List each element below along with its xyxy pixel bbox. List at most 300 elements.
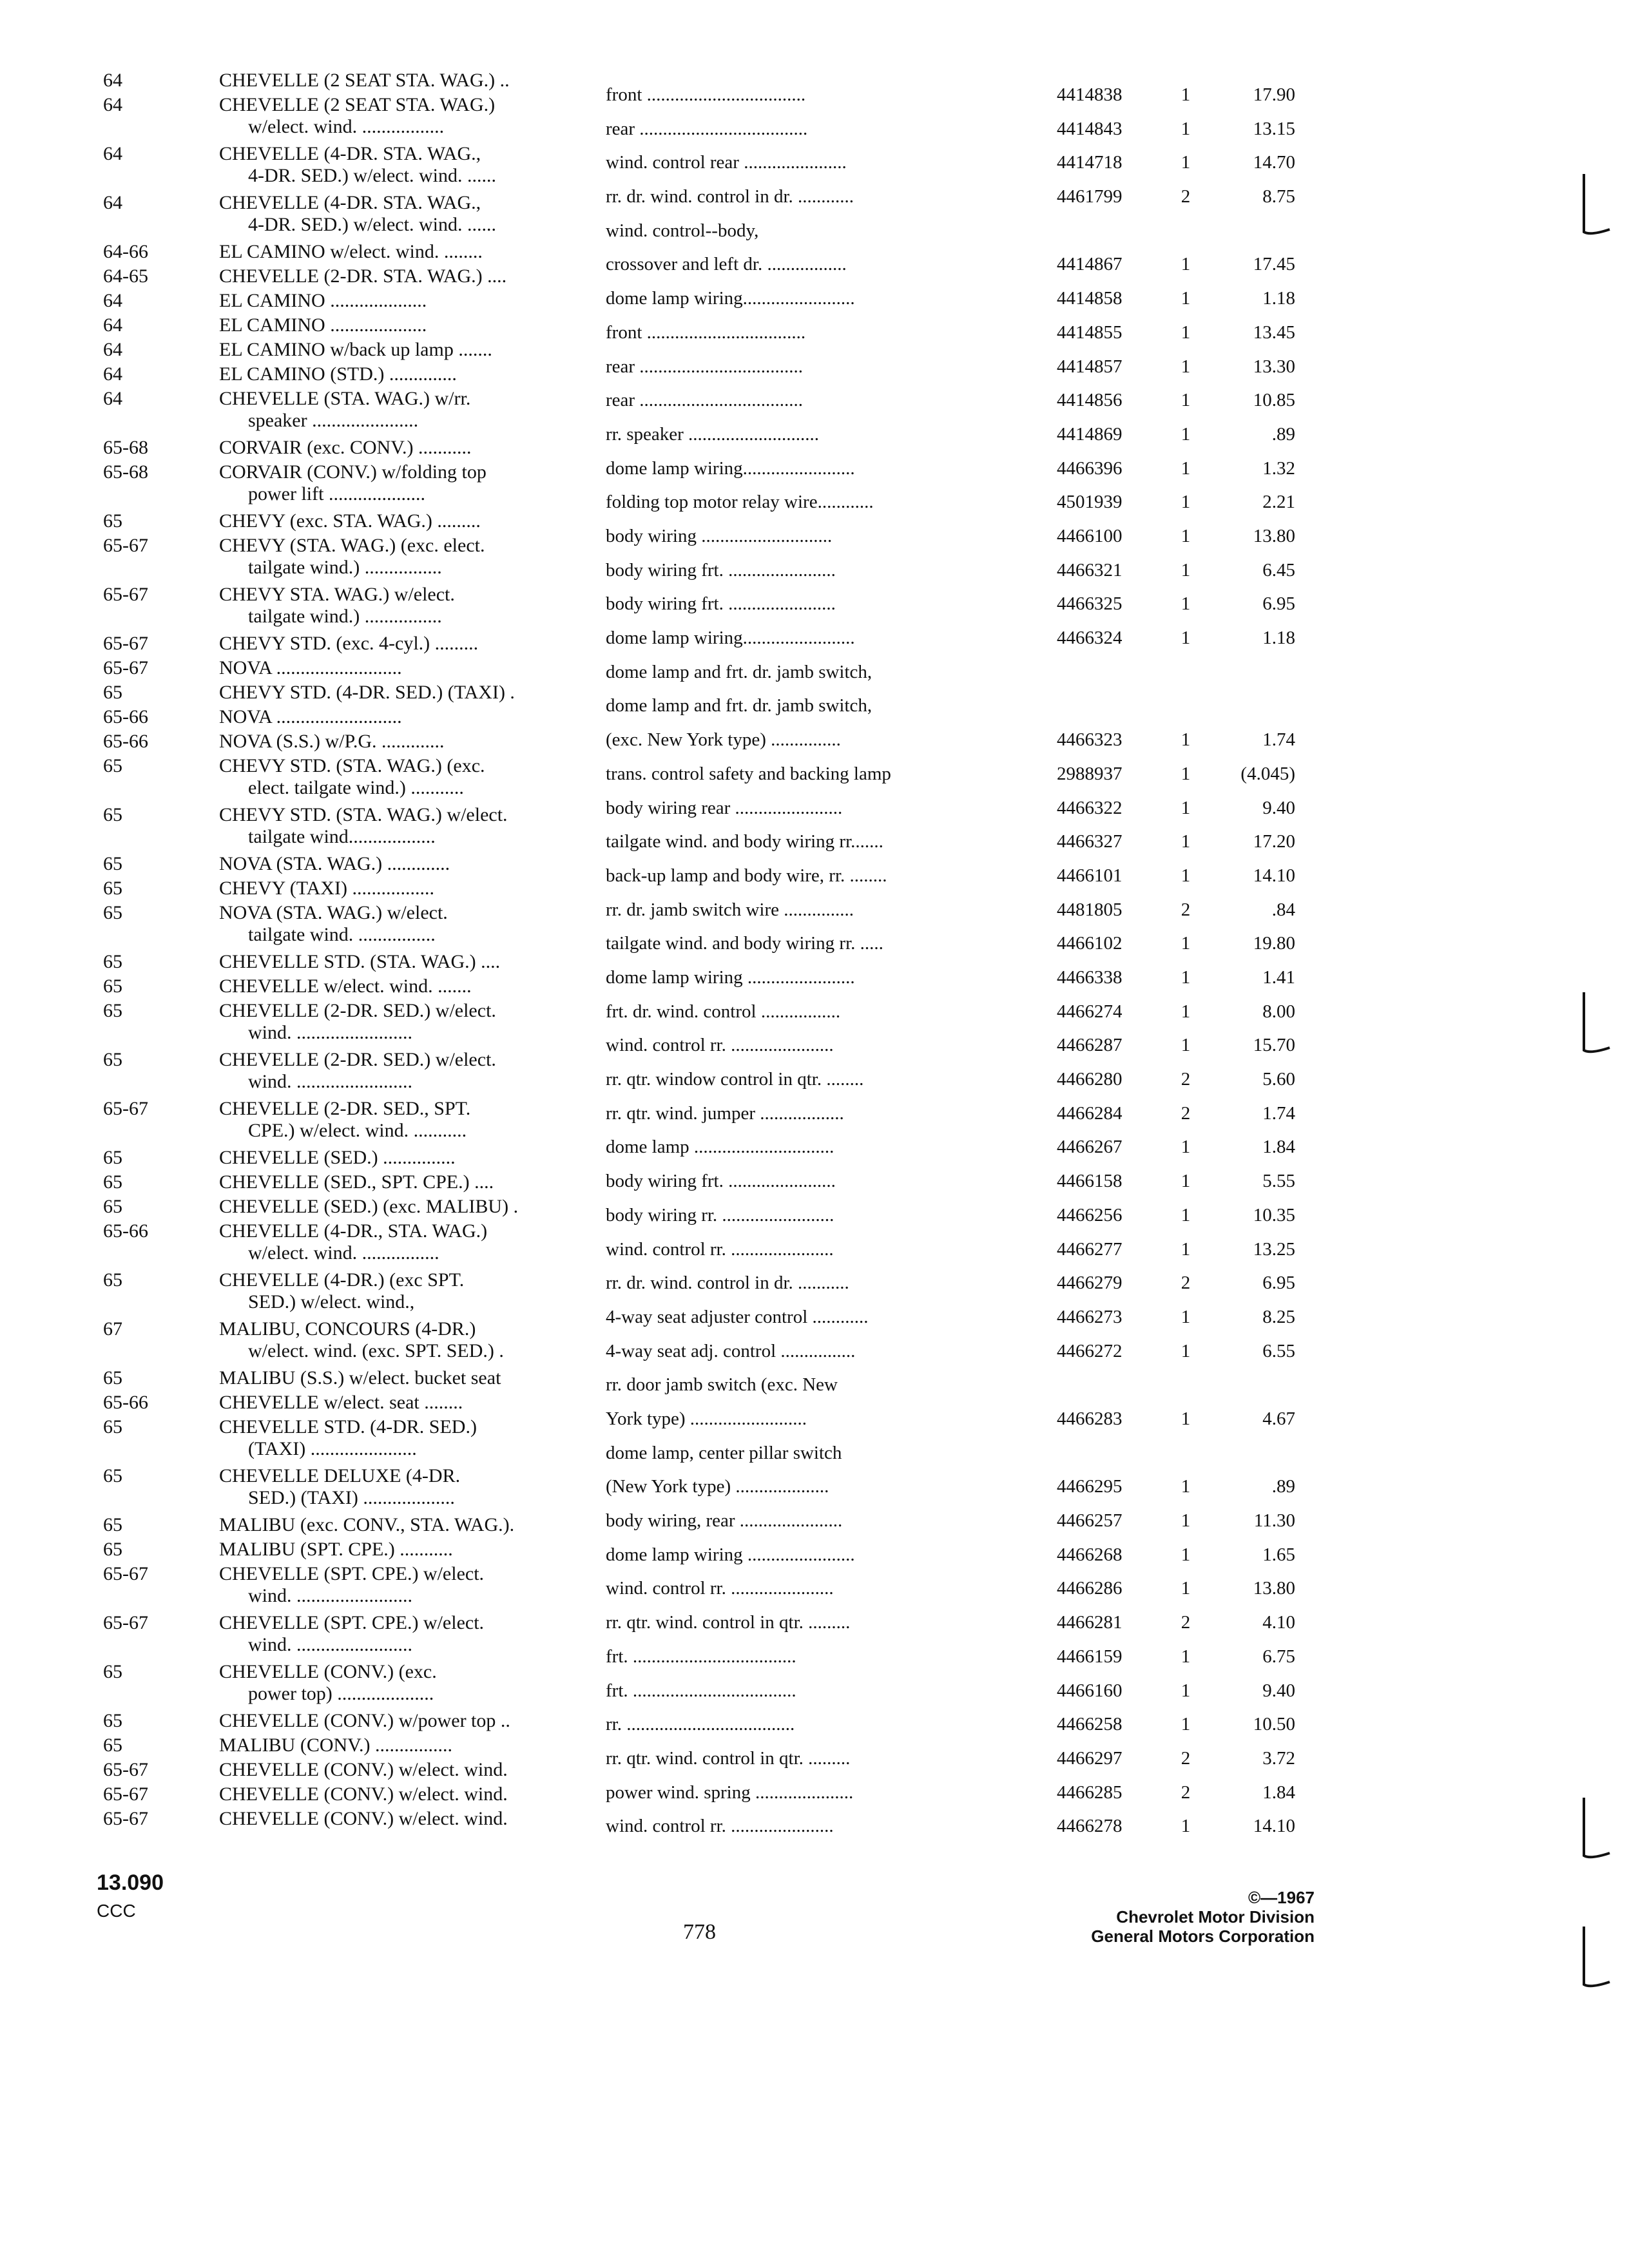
part-description: dome lamp, center pillar switch [606,1443,842,1463]
part-description: rr. dr. wind. control in dr. ........... [606,1273,849,1293]
vehicle-model-continuation: power top) .................... [248,1683,434,1704]
vehicle-model-line: CORVAIR (CONV.) w/folding top [219,461,487,483]
model-year: 64 [103,388,122,409]
part-price: 6.45 [1262,560,1295,581]
binding-mark-icon [1565,992,1616,1063]
vehicle-model-line: EL CAMINO w/back up lamp ....... [219,339,492,360]
part-quantity: 1 [1181,729,1191,750]
section-number: 13.090 [97,1870,164,1895]
vehicle-model-line: CHEVY STD. (exc. 4-cyl.) ......... [219,633,479,654]
part-description: rr. qtr. wind. jumper .................. [606,1103,844,1124]
part-description: rr. qtr. window control in qtr. ........ [606,1069,864,1090]
part-number: 4466274 [1057,1001,1123,1022]
part-description: trans. control safety and backing lamp [606,764,891,784]
part-quantity: 1 [1181,967,1191,988]
vehicle-model-line: CORVAIR (exc. CONV.) ........... [219,437,472,458]
part-quantity: 1 [1181,1578,1191,1599]
vehicle-model-continuation: w/elect. wind. ................. [248,116,445,137]
part-description: wind. control rear ...................... [606,152,847,173]
part-description: dome lamp and frt. dr. jamb switch, [606,695,872,716]
part-number: 4466284 [1057,1103,1123,1124]
part-price: 14.70 [1253,152,1295,173]
part-price: 10.35 [1253,1205,1295,1225]
model-year: 65 [103,755,122,776]
part-price: 1.41 [1262,967,1295,988]
part-description: body wiring ............................ [606,526,833,546]
vehicle-model [219,1783,508,1805]
part-number: 4466323 [1057,729,1123,750]
part-number: 4414855 [1057,322,1123,343]
part-number: 4466101 [1057,865,1123,886]
part-quantity: 1 [1181,1680,1191,1701]
vehicle-model [219,510,481,532]
model-year: 65 [103,902,122,923]
part-description: body wiring frt. ....................... [606,560,836,581]
part-number: 4466279 [1057,1273,1123,1293]
part-number: 4414857 [1057,356,1123,377]
model-year: 64 [103,290,122,311]
vehicle-model-line: EL CAMINO .................... [219,314,427,336]
part-quantity: 1 [1181,1001,1191,1022]
model-year: 67 [103,1318,122,1340]
part-quantity: 1 [1181,1307,1191,1327]
part-description: dome lamp wiring........................ [606,628,855,648]
vehicle-model [219,804,508,848]
footer-code: CCC [97,1901,136,1921]
part-number: 4466338 [1057,967,1123,988]
model-year: 65 [103,1465,122,1486]
part-description: 4-way seat adjuster control ............ [606,1307,869,1327]
part-description: wind. control--body, [606,220,759,241]
part-price: 1.84 [1262,1137,1295,1157]
part-description: dome lamp wiring ....................... [606,967,855,988]
part-description: rr. door jamb switch (exc. New [606,1374,838,1395]
part-quantity: 1 [1181,119,1191,139]
part-quantity: 2 [1181,1612,1191,1633]
vehicle-model [219,706,402,728]
model-year: 65 [103,682,122,703]
part-price: 1.74 [1262,729,1295,750]
part-quantity: 1 [1181,458,1191,479]
part-description: dome lamp .............................. [606,1137,834,1157]
part-quantity: 1 [1181,1171,1191,1191]
part-price: 13.30 [1253,356,1295,377]
part-price: 13.15 [1253,119,1295,139]
corporation-name: General Motors Corporation [1091,1927,1315,1946]
vehicle-model-line: CHEVELLE (SED.) (exc. MALIBU) . [219,1196,519,1217]
vehicle-model-line: CHEVELLE (2-DR. SED.) w/elect. [219,1000,496,1021]
part-description: wind. control rr. ...................... [606,1239,834,1260]
part-number: 4481805 [1057,899,1123,920]
vehicle-model-line: NOVA (STA. WAG.) ............. [219,853,450,874]
copyright-year: ©—1967 [1248,1888,1315,1907]
vehicle-model [219,1563,484,1607]
vehicle-model-line: CHEVELLE (4-DR. STA. WAG., [219,192,481,213]
part-price: 13.25 [1253,1239,1295,1260]
model-year: 65-67 [103,1098,148,1119]
model-year: 65 [103,1171,122,1193]
part-number: 4466287 [1057,1035,1123,1055]
part-description: body wiring frt. ....................... [606,1171,836,1191]
vehicle-model-line: CHEVELLE (CONV.) w/elect. wind. [219,1783,508,1805]
model-year: 65 [103,1710,122,1731]
part-price: 9.40 [1262,798,1295,818]
vehicle-model [219,265,506,287]
vehicle-model [219,290,427,312]
model-year: 64 [103,363,122,385]
part-price: 13.80 [1253,526,1295,546]
vehicle-model [219,878,434,899]
vehicle-model-line: CHEVELLE (SPT. CPE.) w/elect. [219,1563,485,1584]
part-description: tailgate wind. and body wiring rr. ..... [606,933,883,954]
part-number: 4501939 [1057,492,1123,512]
page-number: 778 [683,1920,716,1944]
part-description: wind. control rr. ...................... [606,1035,834,1055]
part-quantity: 1 [1181,1714,1191,1735]
vehicle-model-line: EL CAMINO (STD.) .............. [219,363,457,385]
part-price: 5.60 [1262,1069,1295,1090]
part-description: York type) ......................... [606,1408,807,1429]
vehicle-model-line: CHEVELLE (4-DR., STA. WAG.) [219,1220,488,1242]
vehicle-model-line: NOVA .......................... [219,706,402,727]
vehicle-model-line: CHEVELLE w/elect. wind. ....... [219,975,472,997]
part-quantity: 1 [1181,1816,1191,1836]
vehicle-model-line: CHEVY STD. (STA. WAG.) w/elect. [219,804,508,825]
part-quantity: 1 [1181,152,1191,173]
part-quantity: 2 [1181,1782,1191,1803]
part-price: 1.18 [1262,628,1295,648]
vehicle-model [219,1661,437,1705]
part-description: dome lamp wiring ....................... [606,1544,855,1565]
part-description: dome lamp and frt. dr. jamb switch, [606,662,872,682]
part-number: 4466273 [1057,1307,1123,1327]
vehicle-model-line: CHEVELLE (SPT. CPE.) w/elect. [219,1612,485,1633]
part-description: wind. control rr. ...................... [606,1578,834,1599]
part-number: 4466325 [1057,593,1123,614]
vehicle-model [219,314,427,336]
vehicle-model-continuation: tailgate wind.................. [248,826,436,847]
vehicle-model [219,853,450,875]
vehicle-model-line: MALIBU (SPT. CPE.) ........... [219,1539,453,1560]
model-year: 65 [103,1269,122,1291]
part-quantity: 1 [1181,560,1191,581]
vehicle-model-line: MALIBU (CONV.) ................ [219,1735,452,1756]
part-number: 4466295 [1057,1476,1123,1497]
part-price: 6.55 [1262,1341,1295,1361]
part-description: frt. ................................... [606,1680,796,1701]
vehicle-model-line: CHEVELLE (STA. WAG.) w/rr. [219,388,471,409]
model-year: 65-68 [103,461,148,483]
model-year: 65-66 [103,1220,148,1242]
part-quantity: 1 [1181,1137,1191,1157]
vehicle-model [219,1392,463,1414]
vehicle-model-line: CHEVELLE (2 SEAT STA. WAG.) [219,94,496,115]
part-number: 4466159 [1057,1646,1123,1667]
vehicle-model-continuation: SED.) (TAXI) ................... [248,1487,455,1508]
vehicle-model-line: NOVA (STA. WAG.) w/elect. [219,902,448,923]
vehicle-model-continuation: 4-DR. SED.) w/elect. wind. ...... [248,165,496,186]
vehicle-model [219,755,485,799]
vehicle-model-line: CHEVELLE (SED., SPT. CPE.) .... [219,1171,494,1193]
binding-mark-icon [1565,1798,1616,1869]
part-description: body wiring frt. ....................... [606,593,836,614]
model-year: 65-67 [103,535,148,556]
part-description: dome lamp wiring........................ [606,288,855,309]
vehicle-model-line: CHEVELLE (CONV.) w/power top .. [219,1710,510,1731]
part-quantity: 1 [1181,424,1191,445]
model-year: 64-66 [103,241,148,262]
part-number: 4414867 [1057,254,1123,274]
part-description: body wiring rr. ........................ [606,1205,834,1225]
part-quantity: 1 [1181,390,1191,410]
part-number: 4461799 [1057,186,1123,207]
vehicle-model [219,1612,484,1656]
part-quantity: 1 [1181,254,1191,274]
part-quantity: 1 [1181,865,1191,886]
part-description: rear ................................... [606,356,804,377]
part-price: 1.18 [1262,288,1295,309]
part-quantity: 1 [1181,798,1191,818]
vehicle-model-line: CHEVELLE DELUXE (4-DR. [219,1465,461,1486]
part-description: rear .................................... [606,119,808,139]
part-price: 1.32 [1262,458,1295,479]
part-number: 4466272 [1057,1341,1123,1361]
model-year: 65 [103,1661,122,1682]
part-price: 17.90 [1253,84,1295,105]
model-year: 65-66 [103,731,148,752]
part-price: 4.10 [1262,1612,1295,1633]
vehicle-model [219,1171,494,1193]
part-quantity: 1 [1181,1544,1191,1565]
part-quantity: 1 [1181,764,1191,784]
part-quantity: 1 [1181,356,1191,377]
part-description: folding top motor relay wire............ [606,492,874,512]
part-description: 4-way seat adj. control ................ [606,1341,856,1361]
part-quantity: 2 [1181,1069,1191,1090]
part-quantity: 1 [1181,1341,1191,1361]
vehicle-model [219,143,496,187]
model-year: 65-68 [103,437,148,458]
vehicle-model [219,437,472,459]
vehicle-model-line: CHEVELLE w/elect. seat ........ [219,1392,463,1413]
part-number: 4466327 [1057,831,1123,852]
model-year: 65 [103,1049,122,1070]
part-number: 4466321 [1057,560,1123,581]
vehicle-model-line: CHEVELLE (SED.) ............... [219,1147,456,1168]
vehicle-model [219,584,455,628]
model-year: 65-67 [103,1808,148,1829]
model-year: 65 [103,1539,122,1560]
model-year: 65-66 [103,1392,148,1413]
vehicle-model-line: CHEVELLE (4-DR. STA. WAG., [219,143,481,164]
part-number: 2988937 [1057,764,1123,784]
vehicle-model [219,70,510,91]
vehicle-model-continuation: w/elect. wind. ................ [248,1242,439,1264]
part-number: 4466322 [1057,798,1123,818]
part-price: 3.72 [1262,1748,1295,1769]
vehicle-model [219,1318,504,1362]
part-quantity: 1 [1181,593,1191,614]
part-quantity: 1 [1181,1035,1191,1055]
vehicle-model [219,363,457,385]
part-description: back-up lamp and body wire, rr. ........ [606,865,887,886]
part-description: body wiring, rear ...................... [606,1510,843,1531]
part-number: 4466258 [1057,1714,1123,1735]
part-price: 8.25 [1262,1307,1295,1327]
part-number: 4466268 [1057,1544,1123,1565]
part-number: 4466102 [1057,933,1123,954]
part-description: frt. ................................... [606,1646,796,1667]
vehicle-model-line: CHEVELLE (4-DR.) (exc SPT. [219,1269,465,1291]
vehicle-model-line: CHEVY STA. WAG.) w/elect. [219,584,455,605]
part-number: 4466285 [1057,1782,1123,1803]
model-year: 65 [103,878,122,899]
vehicle-model-line: CHEVY (TAXI) ................. [219,878,434,899]
vehicle-model [219,731,445,753]
part-description: (exc. New York type) ............... [606,729,841,750]
vehicle-model [219,682,515,704]
vehicle-model [219,241,483,263]
model-year: 65 [103,1514,122,1535]
part-description: rear ................................... [606,390,804,410]
part-number: 4414843 [1057,119,1123,139]
binding-mark-icon [1565,1927,1616,1997]
part-quantity: 1 [1181,1205,1191,1225]
part-quantity: 1 [1181,1510,1191,1531]
part-number: 4466324 [1057,628,1123,648]
vehicle-model [219,1000,496,1044]
part-number: 4466297 [1057,1748,1123,1769]
part-price: 14.10 [1253,1816,1295,1836]
vehicle-model-line: MALIBU, CONCOURS (4-DR.) [219,1318,476,1340]
vehicle-model [219,975,472,997]
part-number: 4466100 [1057,526,1123,546]
model-year: 65-67 [103,1563,148,1584]
vehicle-model-line: CHEVELLE (CONV.) (exc. [219,1661,437,1682]
vehicle-model-continuation: tailgate wind.) ................ [248,557,442,578]
vehicle-model-line: CHEVELLE (2-DR. STA. WAG.) .... [219,265,507,287]
part-description: crossover and left dr. ................. [606,254,847,274]
vehicle-model [219,1735,452,1756]
vehicle-model-line: CHEVY STD. (4-DR. SED.) (TAXI) . [219,682,515,703]
part-price: 11.30 [1253,1510,1295,1531]
vehicle-model-line: CHEVELLE (2 SEAT STA. WAG.) .. [219,70,510,91]
vehicle-model [219,1049,496,1093]
division-name: Chevrolet Motor Division [1116,1907,1315,1927]
part-number: 4466283 [1057,1408,1123,1429]
part-number: 4466158 [1057,1171,1123,1191]
part-description: power wind. spring ..................... [606,1782,854,1803]
vehicle-model [219,94,495,138]
vehicle-model-continuation: tailgate wind.) ................ [248,606,442,627]
model-year: 65 [103,951,122,972]
part-description: rr. speaker ............................ [606,424,820,445]
part-number: 4466396 [1057,458,1123,479]
part-quantity: 1 [1181,288,1191,309]
vehicle-model-line: CHEVELLE STD. (4-DR. SED.) [219,1416,477,1437]
vehicle-model-line: CHEVELLE STD. (STA. WAG.) .... [219,951,501,972]
part-description: rr. qtr. wind. control in qtr. ......... [606,1748,851,1769]
model-year: 65 [103,1196,122,1217]
model-year: 64 [103,192,122,213]
part-price: .89 [1271,1476,1295,1497]
model-year: 64 [103,70,122,91]
part-description: tailgate wind. and body wiring rr....... [606,831,883,852]
part-price: 17.20 [1253,831,1295,852]
model-year: 65-67 [103,584,148,605]
part-number: 4414838 [1057,84,1123,105]
vehicle-model-line: CHEVY (STA. WAG.) (exc. elect. [219,535,485,556]
vehicle-model-line: MALIBU (exc. CONV., STA. WAG.). [219,1514,515,1535]
vehicle-model [219,1367,501,1389]
model-year: 65 [103,510,122,532]
model-year: 65 [103,1416,122,1437]
part-price: 17.45 [1253,254,1295,274]
vehicle-model-continuation: wind. ........................ [248,1071,412,1092]
vehicle-model-line: EL CAMINO w/elect. wind. ........ [219,241,483,262]
part-quantity: 1 [1181,492,1191,512]
part-price: (4.045) [1240,764,1295,784]
part-description: front .................................. [606,322,806,343]
part-number: 4466281 [1057,1612,1123,1633]
part-price: 8.00 [1262,1001,1295,1022]
model-year: 65 [103,1735,122,1756]
vehicle-model [219,1710,510,1732]
vehicle-model-continuation: tailgate wind. ................ [248,924,436,945]
model-year: 65-67 [103,633,148,654]
vehicle-model [219,1759,508,1781]
part-description: (New York type) .................... [606,1476,829,1497]
vehicle-model-continuation: 4-DR. SED.) w/elect. wind. ...... [248,214,496,235]
model-year: 65 [103,1367,122,1389]
vehicle-model [219,1416,477,1460]
part-quantity: 1 [1181,526,1191,546]
vehicle-model [219,1465,460,1509]
vehicle-model [219,388,470,432]
model-year: 64 [103,339,122,360]
vehicle-model [219,1098,470,1142]
vehicle-model [219,192,496,236]
part-price: .89 [1271,424,1295,445]
part-price: .84 [1271,899,1295,920]
vehicle-model [219,902,448,946]
vehicle-model-continuation: SED.) w/elect. wind., [248,1291,415,1312]
copyright-block [1005,1888,1315,1946]
vehicle-model [219,1514,514,1536]
part-number: 4414856 [1057,390,1123,410]
vehicle-model [219,1196,518,1218]
vehicle-model [219,1269,464,1313]
vehicle-model [219,1147,456,1169]
vehicle-model-line: NOVA .......................... [219,657,402,678]
part-quantity: 2 [1181,899,1191,920]
part-quantity: 2 [1181,1748,1191,1769]
vehicle-model-continuation: (TAXI) ...................... [248,1438,417,1459]
part-description: rr. .................................... [606,1714,795,1735]
part-number: 4414718 [1057,152,1123,173]
model-year: 65-67 [103,1783,148,1805]
part-quantity: 1 [1181,1408,1191,1429]
part-quantity: 1 [1181,1476,1191,1497]
part-number: 4466256 [1057,1205,1123,1225]
part-number: 4414869 [1057,424,1123,445]
part-price: 2.21 [1262,492,1295,512]
vehicle-model-continuation: elect. tailgate wind.) ........... [248,777,464,798]
vehicle-model [219,657,402,679]
model-year: 65-67 [103,1612,148,1633]
model-year: 64-65 [103,265,148,287]
part-price: 1.65 [1262,1544,1295,1565]
